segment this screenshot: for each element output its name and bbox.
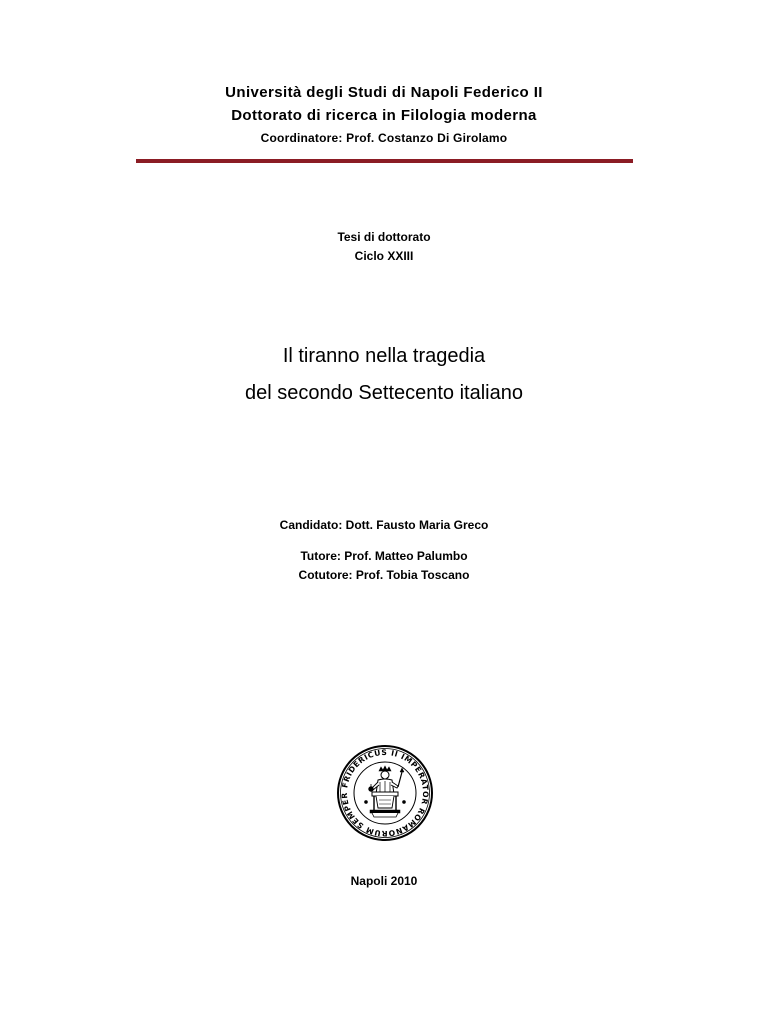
thesis-type: Tesi di dottorato bbox=[337, 230, 431, 244]
doctorate-program: Dottorato di ricerca in Filologia moderna bbox=[231, 107, 537, 124]
thesis-cycle: Ciclo XXIII bbox=[354, 249, 414, 263]
place-and-year: Napoli 2010 bbox=[350, 874, 418, 888]
cotutor-line: Cotutore: Prof. Tobia Toscano bbox=[298, 568, 470, 582]
tutor-line: Tutore: Prof. Matteo Palumbo bbox=[300, 549, 468, 563]
header-divider-rule bbox=[136, 159, 633, 163]
coordinator-line: Coordinatore: Prof. Costanzo Di Girolamo bbox=[260, 131, 508, 145]
seal-inscription: FRIDERICUS II IMPERATOR ROMANORUM SEMPER bbox=[339, 747, 431, 839]
candidate-line: Candidato: Dott. Fausto Maria Greco bbox=[279, 518, 489, 532]
thesis-title-line-1: Il tiranno nella tragedia bbox=[282, 345, 486, 367]
thesis-title-line-2: del secondo Settecento italiano bbox=[245, 382, 523, 404]
university-seal-icon bbox=[336, 744, 434, 842]
university-name: Università degli Studi di Napoli Federico II bbox=[225, 84, 543, 101]
